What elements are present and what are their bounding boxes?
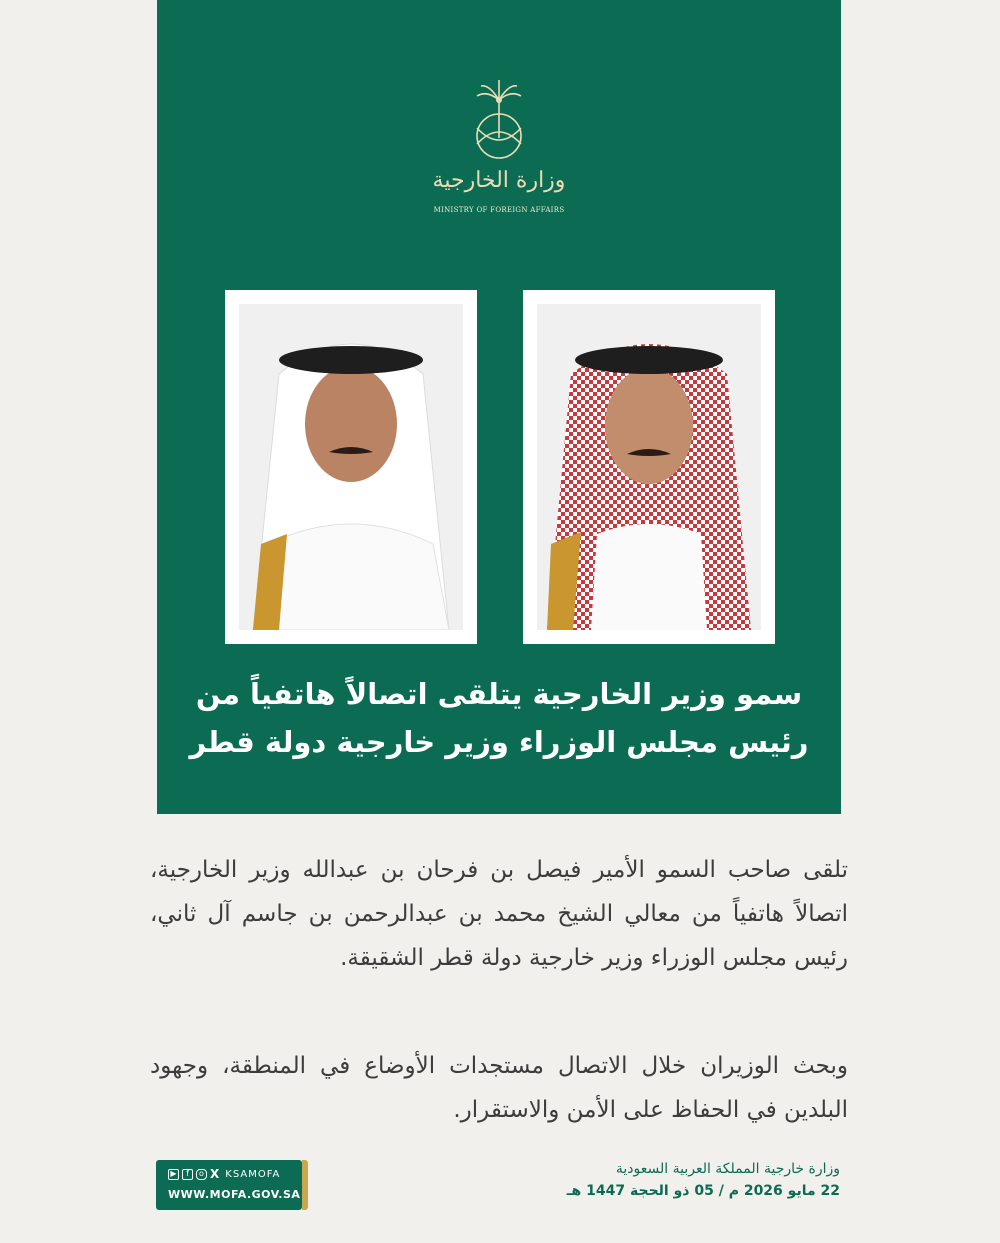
body-paragraph-2: وبحث الوزيران خلال الاتصال مستجدات الأوضاع في المنطقة، وجهود البلدين في الحفاظ على الأمن والاستقرار.	[150, 1053, 848, 1123]
photo-frame-right	[523, 290, 775, 644]
photo-frame-left	[225, 290, 477, 644]
social-box	[156, 1160, 302, 1210]
portrait-qatar-pm	[239, 304, 463, 630]
footer-date: 22 مايو 2026 م / 05 ذو الحجة 1447 هـ	[566, 1183, 840, 1199]
ministry-name-english: MINISTRY OF FOREIGN AFFAIRS	[433, 206, 565, 214]
website-link[interactable]: WWW.MOFA.GOV.SA	[168, 1188, 301, 1201]
saudi-emblem-icon	[444, 78, 554, 218]
facebook-icon[interactable]: f	[182, 1169, 193, 1180]
ministry-name-arabic: وزارة الخارجية	[432, 168, 566, 193]
header-banner	[157, 0, 841, 814]
youtube-icon[interactable]: ▶	[168, 1169, 179, 1180]
social-handle[interactable]: KSAMOFA	[225, 1168, 281, 1180]
instagram-icon[interactable]: o	[196, 1169, 207, 1180]
gold-accent-bar	[302, 1160, 308, 1210]
footer-org: وزارة خارجية المملكة العربية السعودية	[615, 1161, 840, 1177]
headline-line-1: سمو وزير الخارجية يتلقى اتصالاً هاتفياً من	[195, 677, 803, 711]
headline-line-2: رئيس مجلس الوزراء وزير خارجية دولة قطر	[189, 725, 809, 759]
x-icon[interactable]: X	[210, 1167, 220, 1181]
headline	[177, 670, 821, 766]
footer-attribution	[567, 1158, 840, 1202]
portrait-saudi-fm	[537, 304, 761, 630]
body-paragraph-1: تلقى صاحب السمو الأمير فيصل بن فرحان بن عبدالله وزير الخارجية، اتصالاً هاتفياً من معالي الشيخ محمد بن عبدالرحمن بن جاسم آل ثاني، رئيس مجلس الوزراء وزير خارجية دولة قطر الشقيقة.	[150, 857, 848, 971]
